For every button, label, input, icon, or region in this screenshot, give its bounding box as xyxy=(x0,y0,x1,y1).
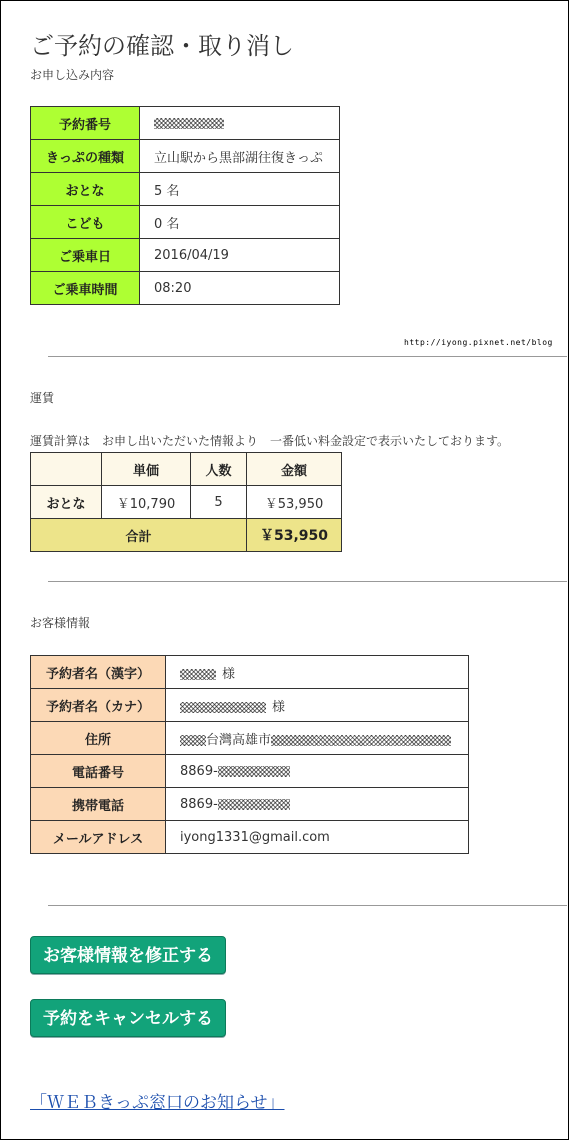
adult-value: 5 名 xyxy=(140,173,340,206)
table-row xyxy=(31,206,340,239)
fare-total-amount: ￥53,950 xyxy=(247,519,342,552)
name-kanji-value: 様 xyxy=(166,656,469,689)
table-row xyxy=(31,239,340,272)
count-header: 人数 xyxy=(191,453,247,486)
redacted-mark xyxy=(218,799,290,810)
reservation-table xyxy=(30,106,340,305)
redacted-mark xyxy=(218,766,290,777)
address-label: 住所 xyxy=(31,722,166,755)
table-row xyxy=(31,656,469,689)
table-row xyxy=(31,453,342,486)
redacted-mark xyxy=(271,735,451,746)
cancel-reservation-button[interactable]: 予約をキャンセルする xyxy=(30,999,226,1037)
email-value: iyong1331@gmail.com xyxy=(166,821,469,854)
web-ticket-notice-link[interactable]: 「ＷＥＢきっぷ窓口のお知らせ」 xyxy=(30,1093,285,1113)
watermark: http://iyong.pixnet.net/blog xyxy=(404,338,553,347)
fare-heading: 運賃 xyxy=(30,391,55,405)
child-value: 0 名 xyxy=(140,206,340,239)
amount-header: 金額 xyxy=(247,453,342,486)
ticket-type-value: 立山駅から黒部湖往復きっぷ xyxy=(140,140,340,173)
fare-table xyxy=(30,452,342,552)
table-row xyxy=(31,722,469,755)
customer-table xyxy=(30,655,469,854)
fare-count: 5 xyxy=(191,486,247,519)
email-label: メールアドレス xyxy=(31,821,166,854)
boarding-date-value: 2016/04/19 xyxy=(140,239,340,272)
unit-price-header: 単価 xyxy=(102,453,191,486)
fare-note: 運賃計算は お申し出いただいた情報より 一番低い料金設定で表示いたしております。 xyxy=(30,434,510,448)
name-kanji-label: 予約者名（漢字） xyxy=(31,656,166,689)
page-title: ご予約の確認・取り消し xyxy=(30,32,294,60)
mobile-value: 8869- xyxy=(166,788,469,821)
fare-adult-label: おとな xyxy=(31,486,102,519)
divider xyxy=(48,905,567,906)
phone-label: 電話番号 xyxy=(31,755,166,788)
table-row xyxy=(31,140,340,173)
boarding-date-label: ご乗車日 xyxy=(31,239,140,272)
fare-unit-price: ￥10,790 xyxy=(102,486,191,519)
table-row xyxy=(31,107,340,140)
ticket-type-label: きっぷの種類 xyxy=(31,140,140,173)
table-row xyxy=(31,788,469,821)
redacted-mark xyxy=(180,669,216,680)
table-row xyxy=(31,689,469,722)
boarding-time-label: ご乗車時間 xyxy=(31,272,140,305)
table-row xyxy=(31,272,340,305)
fare-corner-cell xyxy=(31,453,102,486)
phone-value: 8869- xyxy=(166,755,469,788)
table-row xyxy=(31,486,342,519)
name-kana-value: 様 xyxy=(166,689,469,722)
mobile-label: 携帯電話 xyxy=(31,788,166,821)
child-label: こども xyxy=(31,206,140,239)
adult-label: おとな xyxy=(31,173,140,206)
page-subtitle: お申し込み内容 xyxy=(30,68,115,82)
fare-amount: ￥53,950 xyxy=(247,486,342,519)
divider xyxy=(48,581,567,582)
reservation-number-label: 予約番号 xyxy=(31,107,140,140)
redacted-mark xyxy=(180,702,266,713)
divider xyxy=(48,356,567,357)
customer-heading: お客様情報 xyxy=(30,616,91,630)
boarding-time-value: 08:20 xyxy=(140,272,340,305)
name-kana-label: 予約者名（カナ） xyxy=(31,689,166,722)
redacted-mark xyxy=(180,735,206,746)
table-row xyxy=(31,821,469,854)
reservation-number-value xyxy=(140,107,340,140)
address-value: 台灣高雄市 xyxy=(166,722,469,755)
table-row xyxy=(31,173,340,206)
fare-total-label: 合計 xyxy=(31,519,247,552)
edit-customer-button[interactable]: お客様情報を修正する xyxy=(30,936,226,974)
table-row xyxy=(31,755,469,788)
table-row xyxy=(31,519,342,552)
redacted-mark xyxy=(154,118,224,129)
